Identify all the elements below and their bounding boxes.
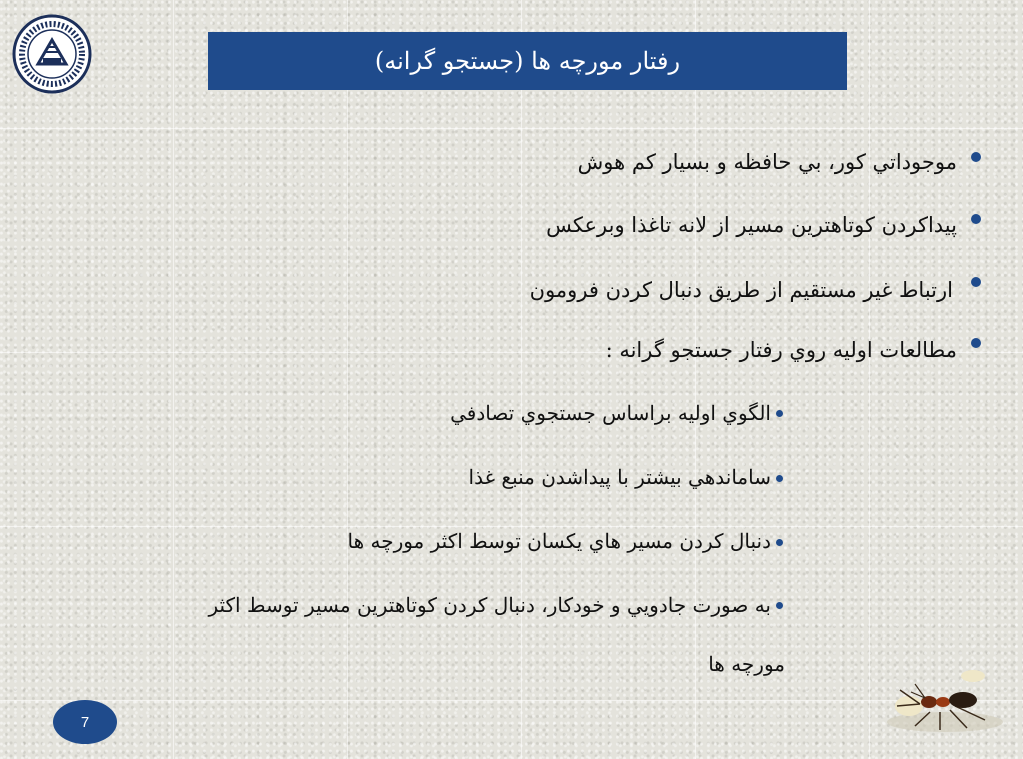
background-grid-line [173,0,174,759]
sub-bullet-item: ساماندهي بيشتر با پيداشدن منبع غذا [468,465,771,489]
sub-bullet-marker [776,475,783,482]
sub-bullet-item: الگوي اوليه براساس جستجوي تصادفي [450,401,771,425]
sub-bullet-marker [776,602,783,609]
slide-title-bar [208,32,847,90]
background-grid-line [521,0,522,759]
bullet-marker [971,277,981,287]
ant-illustration-icon [885,662,1005,734]
background-grid-line [869,0,870,759]
background-grid-line [695,0,696,759]
sub-bullet-marker [776,410,783,417]
bullet-item: پيداكردن كوتاهترين مسير از لانه تاغذا وبرعكس [546,213,957,237]
university-seal-icon [12,14,92,94]
bullet-item: ارتباط غير مستقيم از طريق دنبال كردن فرومون [529,278,953,302]
page-number: 7 [53,700,117,744]
bullet-item: مطالعات اوليه روي رفتار جستجو گرانه : [605,338,957,362]
bullet-item: موجوداتي كور، بي حافظه و بسيار كم هوش [577,150,957,174]
bullet-marker [971,214,981,224]
sub-bullet-marker [776,539,783,546]
bullet-marker [971,152,981,162]
background-grid-line [347,0,348,759]
bullet-marker [971,338,981,348]
sub-bullet-item-continuation: مورچه ها [708,652,785,676]
sub-bullet-item: به صورت جادويي و خودكار، دنبال كردن كوتاهترين مسير توسط اكثر [208,593,771,617]
slide-title: رفتار مورچه ها (جستجو گرانه) [374,47,681,75]
sub-bullet-item: دنبال كردن مسير هاي يكسان توسط اكثر مورچه ها [347,529,771,553]
